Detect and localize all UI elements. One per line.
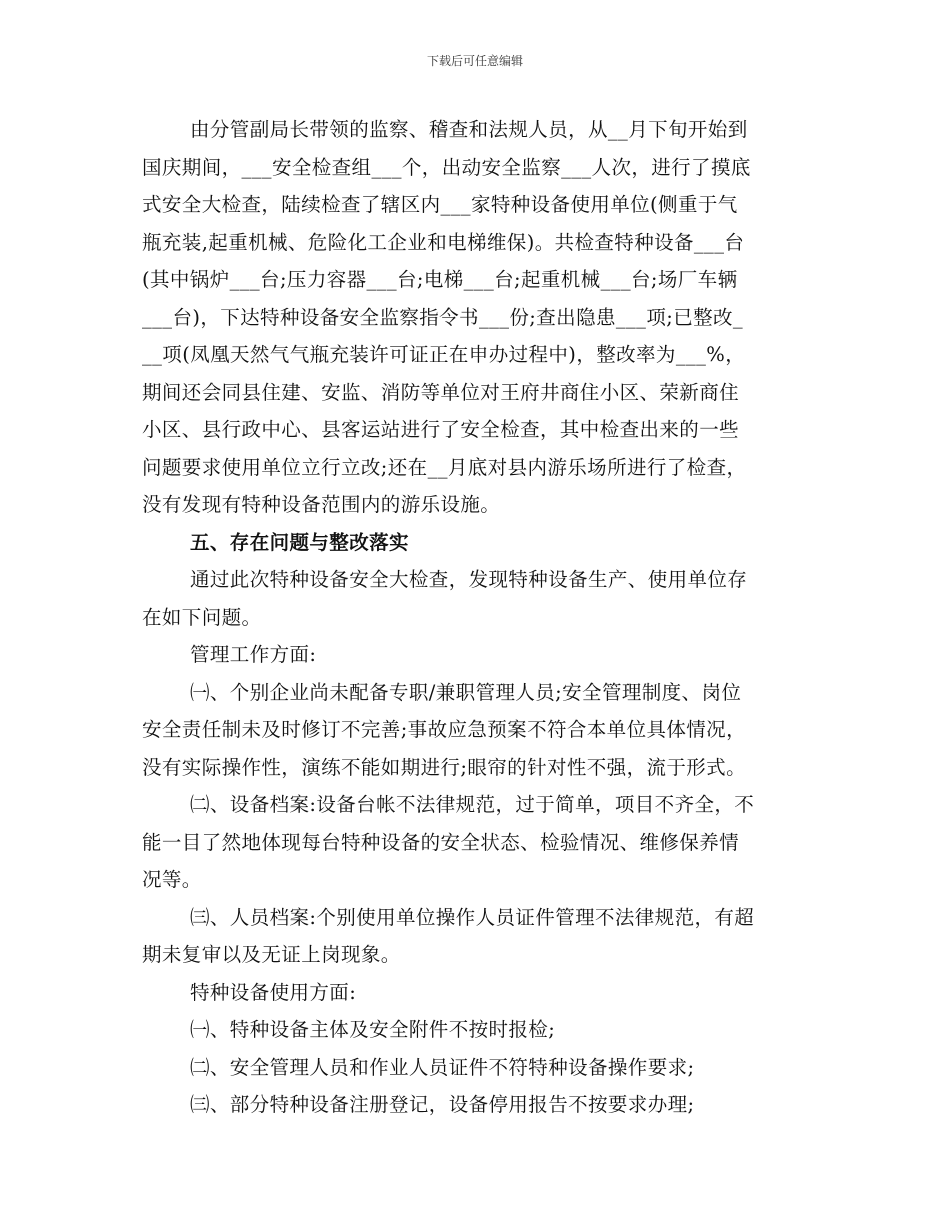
section-heading: 五、存在问题与整改落实 — [190, 530, 409, 554]
text-line: (其中锅炉___台;压力容器___台;电梯___台;起重机械___台;场厂车辆 — [142, 268, 738, 291]
text-line: ㈠、个别企业尚未配备专职/兼职管理人员;安全管理制度、岗位 — [190, 680, 742, 704]
text-line: 式安全大检查，陆续检查了辖区内___家特种设备使用单位(侧重于气 — [142, 193, 738, 216]
document-body — [142, 111, 808, 1124]
text-line: 没有实际操作性，演练不能如期进行;眼帘的针对性不强，流于形式。 — [142, 755, 746, 779]
text-line: 国庆期间，___安全检查组___个，出动安全监察___人次，进行了摸底 — [142, 155, 751, 179]
text-line: ㈡、安全管理人员和作业人员证件不符特种设备操作要求; — [190, 1055, 695, 1079]
text-line: 没有发现有特种设备范围内的游乐设施。 — [142, 493, 501, 516]
text-line: 期未复审以及无证上岗现象。 — [142, 943, 401, 966]
text-line: ___台)，下达特种设备安全监察指令书___份;查出隐患___项;已整改_ — [142, 305, 744, 329]
text-line: __项(凤凰天然气气瓶充装许可证正在申办过程中)，整改率为___%， — [142, 343, 746, 366]
text-line: 安全责任制未及时修订不完善;事故应急预案不符合本单位具体情况， — [142, 718, 746, 741]
text-line: 瓶充装,起重机械、危险化工企业和电梯维保)。共检查特种设备___台 — [142, 230, 745, 254]
text-line: 在如下问题。 — [142, 605, 262, 629]
text-line: 通过此次特种设备安全大检查，发现特种设备生产、使用单位存 — [190, 568, 748, 591]
text-line: 问题要求使用单位立行立改;还在__月底对县内游乐场所进行了检查， — [142, 455, 747, 479]
text-line: 况等。 — [142, 868, 202, 891]
text-line: ㈠、特种设备主体及安全附件不按时报检; — [190, 1018, 556, 1041]
text-line: ㈢、人员档案:个别使用单位操作人员证件管理不法律规范，有超 — [190, 905, 755, 929]
text-line: ㈡、设备档案:设备台帐不法律规范，过于简单，项目不齐全，不 — [190, 793, 755, 816]
text-line: 能一目了然地体现每台特种设备的安全状态、检验情况、维修保养情 — [142, 830, 740, 854]
page-header: 下载后可任意编辑 — [426, 54, 523, 68]
text-line: 期间还会同县住建、安监、消防等单位对王府井商住小区、荣新商住 — [142, 380, 740, 404]
text-line: 管理工作方面: — [190, 643, 317, 666]
text-line: 由分管副局长带领的监察、稽查和法规人员，从__月下旬开始到 — [190, 118, 748, 141]
text-line: ㈢、部分特种设备注册登记，设备停用报告不按要求办理; — [190, 1093, 695, 1116]
text-line: 特种设备使用方面: — [190, 980, 357, 1004]
text-line: 小区、县行政中心、县客运站进行了安全检查，其中检查出来的一些 — [142, 418, 740, 441]
